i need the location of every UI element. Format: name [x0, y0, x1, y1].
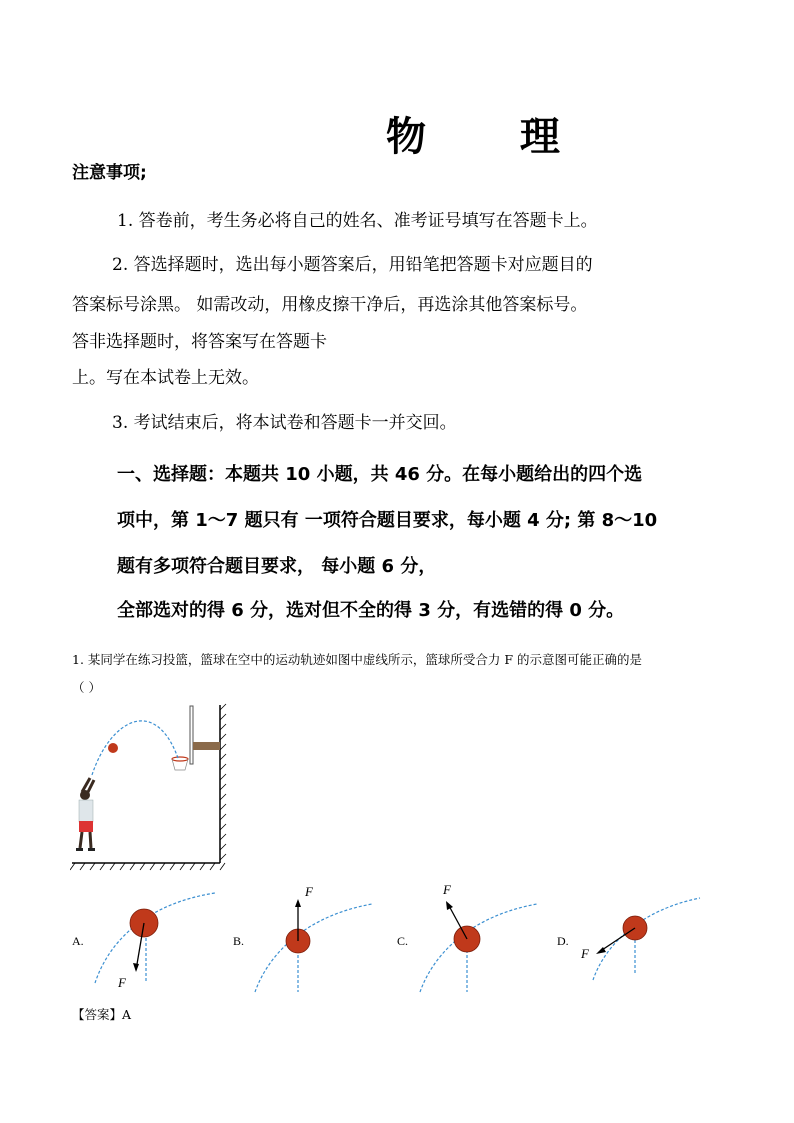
floor-hatching [70, 863, 225, 870]
notice-item-1: 1. 答卷前，考生务必将自己的姓名、准考证号填写在答题卡上。 [117, 211, 598, 231]
option-c-arrowhead [446, 901, 453, 910]
option-d-label: D. [557, 934, 569, 948]
notice-item-2-line1: 2. 答选择题时，选出每小题答案后，用铅笔把答题卡对应题目的 [112, 255, 593, 275]
option-b-trajectory [255, 904, 372, 992]
option-d-diagram [575, 890, 705, 990]
backboard [190, 706, 193, 764]
wall-hatching [220, 704, 226, 860]
hoop-bracket [193, 742, 220, 750]
option-b-arrowhead [295, 899, 301, 907]
option-b-diagram [250, 880, 380, 1000]
option-a-diagram [90, 888, 220, 998]
section1-line3: 题有多项符合题目要求， 每小题 6 分， [117, 556, 437, 577]
hoop-rim [172, 757, 188, 761]
notice-heading: 注意事项; [72, 163, 147, 183]
option-a-force-label: F [118, 975, 126, 990]
option-a-arrowhead [133, 963, 139, 972]
option-d-force-arrow [599, 928, 635, 952]
answer-line [72, 1005, 131, 1023]
option-b-force-label: F [305, 884, 313, 899]
page-title: 物 理 [386, 114, 600, 160]
option-c-label: C. [397, 934, 409, 948]
option-c-force-label: F [443, 882, 451, 897]
option-d-trajectory [593, 898, 700, 980]
player [76, 778, 95, 851]
answer-tag: 【答案】 [72, 1007, 123, 1022]
basketball-shot-figure [70, 700, 230, 875]
notice-item-2-line2: 答案标号涂黑。 如需改动，用橡皮擦干净后，再选涂其他答案标号。 [72, 295, 588, 315]
option-c-trajectory [420, 904, 537, 992]
section1-line1: 一、选择题：本题共 10 小题，共 46 分。在每小题给出的四个选 [117, 464, 643, 485]
option-b-label: B. [233, 934, 245, 948]
option-a-label: A. [72, 934, 84, 948]
section1-line4: 全部选对的得 6 分，选对但不全的得 3 分，有选错的得 0 分。 [117, 600, 625, 621]
question1-blank: （ ） [72, 680, 101, 695]
question1-stem: 1. 某同学在练习投篮，篮球在空中的运动轨迹如图中虚线所示，篮球所受合力 F 的示意图可能正确的是 [72, 652, 643, 667]
trajectory-dashed [92, 721, 178, 775]
answer-value: A [122, 1007, 132, 1022]
section1-line2: 项中，第 1～7 题只有 一项符合题目要求，每小题 4 分; 第 8～10 [117, 510, 658, 531]
basketball [108, 743, 118, 753]
option-c-diagram [415, 880, 545, 1000]
option-a-trajectory [95, 893, 215, 983]
notice-item-2-line4: 上。写在本试卷上无效。 [72, 368, 259, 388]
option-d-force-label: F [581, 946, 589, 961]
notice-item-3: 3. 考试结束后，将本试卷和答题卡一并交回。 [112, 413, 457, 433]
notice-item-2-line3: 答非选择题时，将答案写在答题卡 [72, 332, 327, 352]
